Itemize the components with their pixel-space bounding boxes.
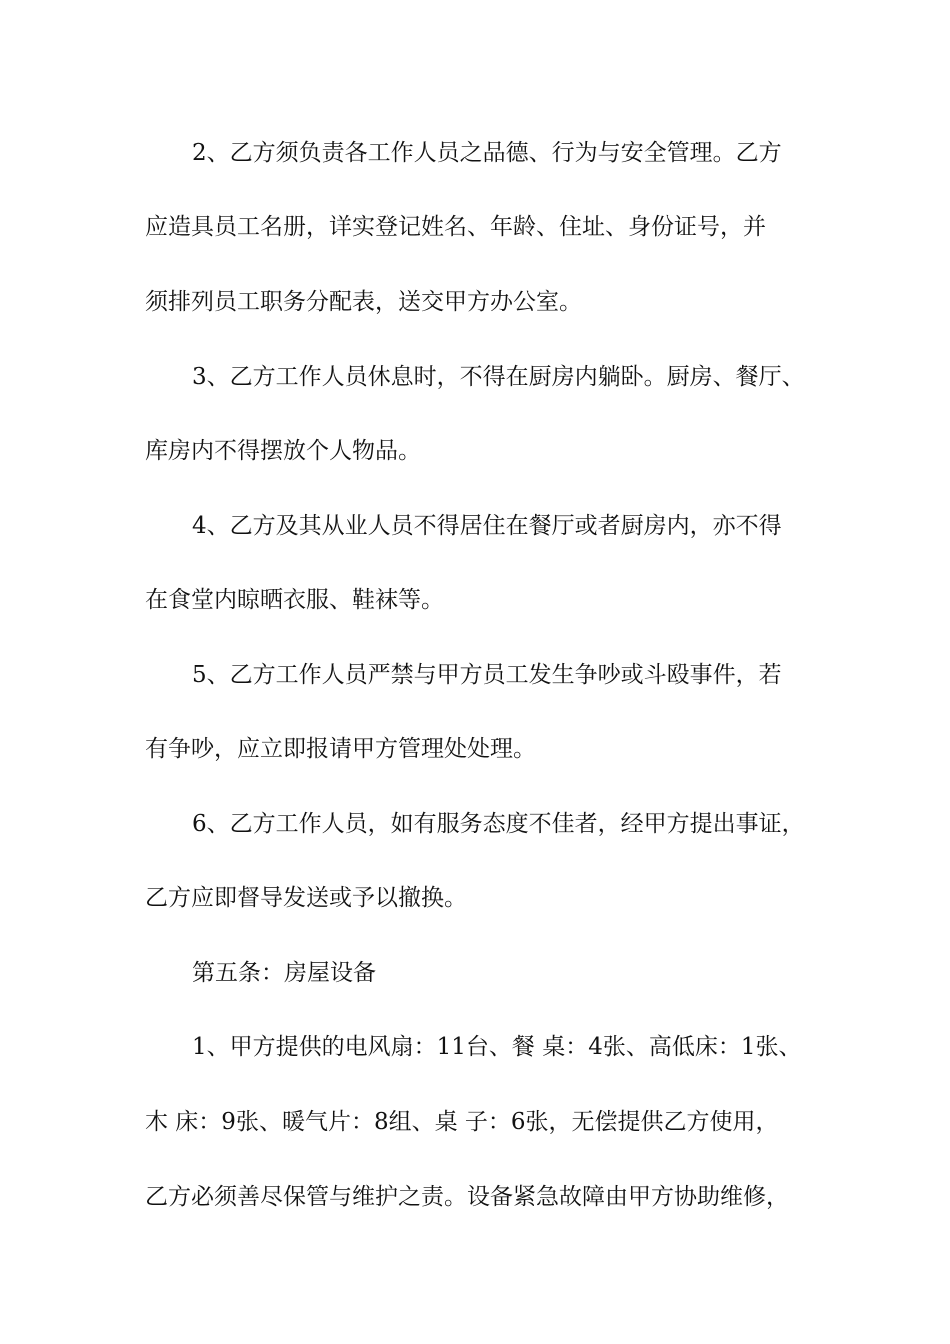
paragraph-5-line-2: 有争吵，应立即报请甲方管理处处理。 bbox=[145, 736, 536, 762]
paragraph-3-line-2: 库房内不得摆放个人物品。 bbox=[145, 438, 421, 464]
paragraph-4-line-2: 在食堂内晾晒衣服、鞋袜等。 bbox=[145, 587, 444, 613]
paragraph-3-line-1: 3、乙方工作人员休息时，不得在厨房内躺卧。厨房、餐厅、 bbox=[192, 364, 805, 390]
equipment-paragraph-line-3: 乙方必须善尽保管与维护之责。设备紧急故障由甲方协助维修， bbox=[145, 1184, 789, 1210]
paragraph-5-line-1: 5、乙方工作人员严禁与甲方员工发生争吵或斗殴事件，若 bbox=[192, 662, 782, 688]
paragraph-6-line-2: 乙方应即督导发送或予以撤换。 bbox=[145, 885, 467, 911]
paragraph-4-line-1: 4、乙方及其从业人员不得居住在餐厅或者厨房内，亦不得 bbox=[192, 513, 782, 539]
equipment-paragraph-line-2: 木 床：9张、暖气片：8组、桌 子：6张，无偿提供乙方使用， bbox=[145, 1109, 779, 1135]
paragraph-2-line-2: 应造具员工名册，详实登记姓名、年龄、住址、身份证号，并 bbox=[145, 214, 766, 240]
section-heading-article-5: 第五条：房屋设备 bbox=[192, 960, 376, 986]
paragraph-6-line-1: 6、乙方工作人员，如有服务态度不佳者，经甲方提出事证， bbox=[192, 811, 805, 837]
paragraph-2-line-1: 2、乙方须负责各工作人员之品德、行为与安全管理。乙方 bbox=[192, 140, 782, 166]
equipment-paragraph-line-1: 1、甲方提供的电风扇：11台、餐 桌：4张、高低床：1张、 bbox=[192, 1034, 802, 1060]
paragraph-2-line-3: 须排列员工职务分配表，送交甲方办公室。 bbox=[145, 289, 582, 315]
